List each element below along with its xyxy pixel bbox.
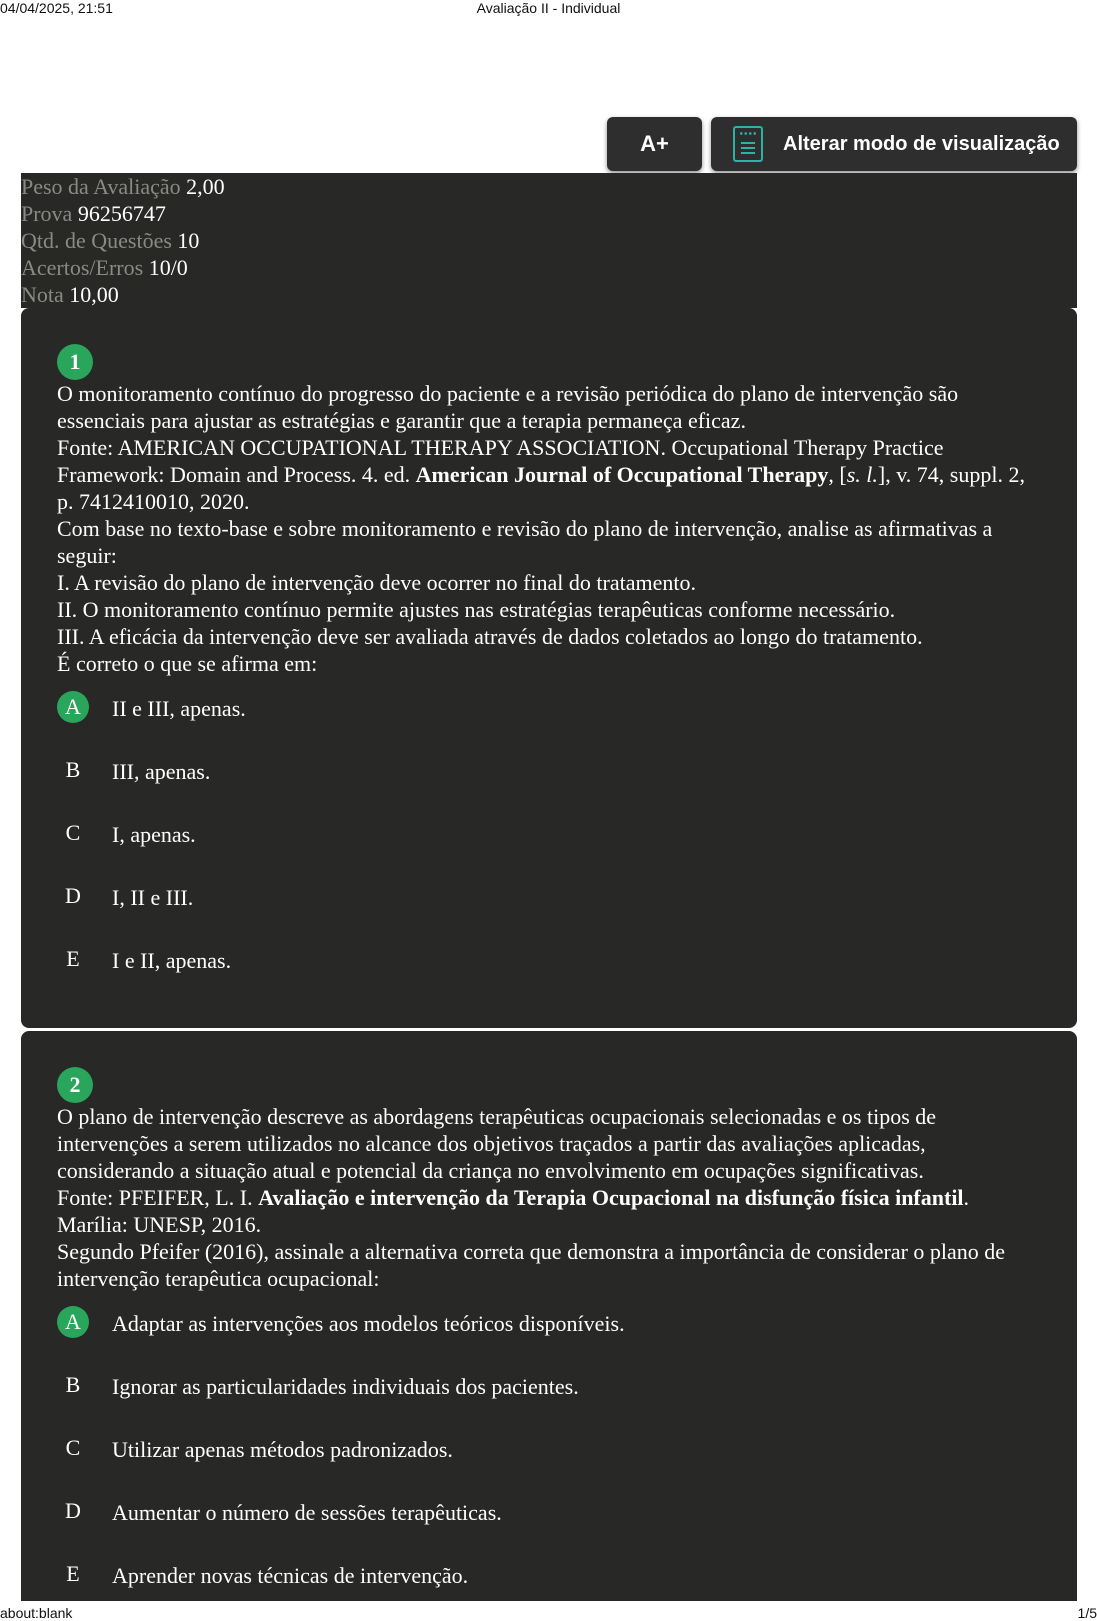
question-prompt: Segundo Pfeifer (2016), assinale a alternativa correta que demonstra a importância de considerar o plano de intervenção terapêutica ocupacional: bbox=[57, 1239, 1006, 1291]
increase-font-button[interactable]: A+ bbox=[607, 117, 702, 171]
answer-option-c[interactable]: C Utilizar apenas métodos padronizados. bbox=[57, 1432, 1041, 1495]
option-letter: B bbox=[65, 757, 81, 782]
print-page-number: 1/5 bbox=[1077, 1605, 1097, 1621]
correct-option-badge: A bbox=[57, 691, 89, 723]
change-view-mode-button[interactable] bbox=[711, 117, 1077, 171]
question-stem: É correto o que se afirma em: bbox=[57, 651, 318, 676]
correct-option-badge: A bbox=[57, 1306, 89, 1338]
answer-option-a[interactable]: A II e III, apenas. bbox=[57, 691, 1041, 754]
summary-peso: Peso da Avaliação 2,00 bbox=[21, 174, 225, 199]
statement: II. O monitoramento contínuo permite ajustes nas estratégias terapêuticas conforme necessário. bbox=[57, 597, 896, 622]
answer-options bbox=[57, 1306, 1041, 1601]
answer-option-d[interactable]: D I, II e III. bbox=[57, 880, 1041, 943]
answer-option-c[interactable]: C I, apenas. bbox=[57, 817, 1041, 880]
question-text bbox=[57, 380, 1041, 677]
summary-acertos: Acertos/Erros 10/0 bbox=[21, 255, 188, 280]
answer-option-a[interactable]: A Adaptar as intervenções aos modelos teóricos disponíveis. bbox=[57, 1306, 1041, 1369]
answer-option-b[interactable]: B III, apenas. bbox=[57, 754, 1041, 817]
statement: III. A eficácia da intervenção deve ser avaliada através de dados coletados ao longo do tratamento. bbox=[57, 624, 923, 649]
question-source: Fonte: PFEIFER, L. I. Avaliação e intervenção da Terapia Ocupacional na disfunção física infantil. Marília: UNESP, 2016. bbox=[57, 1185, 970, 1237]
option-letter: E bbox=[66, 1561, 80, 1586]
statement: I. A revisão do plano de intervenção deve ocorrer no final do tratamento. bbox=[57, 570, 696, 595]
question-source: Fonte: AMERICAN OCCUPATIONAL THERAPY ASSOCIATION. Occupational Therapy Practice Framework: Domain and Process. 4. ed. American Journal of Occupational Therapy, [s. l.], v. 74, suppl. 2, p. 7412410010, 2020. bbox=[57, 435, 1025, 514]
print-url: about:blank bbox=[0, 1605, 73, 1621]
question-number-badge: 1 bbox=[57, 344, 93, 380]
print-title: Avaliação II - Individual bbox=[476, 0, 621, 16]
answer-options bbox=[57, 691, 1041, 1006]
print-header bbox=[0, 0, 1097, 18]
document-list-icon bbox=[733, 126, 763, 162]
question-text bbox=[57, 1103, 1041, 1292]
answer-option-b[interactable]: B Ignorar as particularidades individuais dos pacientes. bbox=[57, 1369, 1041, 1432]
option-letter: C bbox=[65, 820, 81, 845]
option-letter: D bbox=[65, 883, 81, 908]
summary-prova: Prova 96256747 bbox=[21, 201, 166, 226]
answer-option-e[interactable]: E Aprender novas técnicas de intervenção. bbox=[57, 1558, 1041, 1601]
answer-option-e[interactable]: E I e II, apenas. bbox=[57, 943, 1041, 1006]
option-letter: D bbox=[65, 1498, 81, 1523]
option-letter: B bbox=[65, 1372, 81, 1397]
print-footer bbox=[0, 1603, 1097, 1621]
question-intro: O monitoramento contínuo do progresso do paciente e a revisão periódica do plano de intervenção são essenciais para ajustar as estratégias e garantir que a terapia permaneça eficaz. bbox=[57, 381, 959, 433]
question-number-badge: 2 bbox=[57, 1067, 93, 1103]
question-card bbox=[21, 1031, 1077, 1601]
assessment-summary bbox=[21, 173, 1077, 308]
summary-qtd: Qtd. de Questões 10 bbox=[21, 228, 200, 253]
print-datetime: 04/04/2025, 21:51 bbox=[0, 0, 113, 16]
view-mode-label: Alterar modo de visualização bbox=[783, 132, 1060, 155]
question-intro: O plano de intervenção descreve as abordagens terapêuticas ocupacionais selecionadas e os tipos de intervenções a serem utilizados no alcance dos objetivos traçados a partir das avaliações aplicadas, considerando a situação atual e potencial da criança no envolvimento em ocupações significativas. bbox=[57, 1104, 937, 1183]
summary-nota: Nota 10,00 bbox=[21, 282, 119, 307]
question-card bbox=[21, 308, 1077, 1028]
answer-option-d[interactable]: D Aumentar o número de sessões terapêuticas. bbox=[57, 1495, 1041, 1558]
question-prompt: Com base no texto-base e sobre monitoramento e revisão do plano de intervenção, analise as afirmativas a seguir: bbox=[57, 516, 993, 568]
option-letter: E bbox=[66, 946, 80, 971]
option-letter: C bbox=[65, 1435, 81, 1460]
